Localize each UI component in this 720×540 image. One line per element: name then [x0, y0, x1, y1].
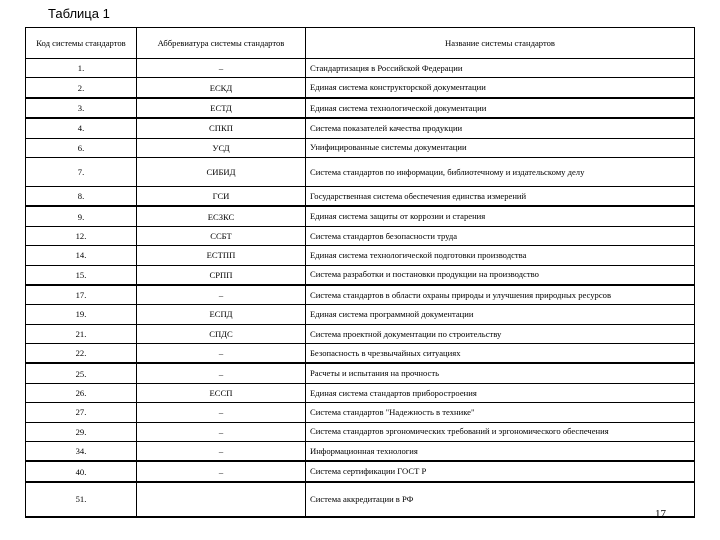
abbreviation-cell: ЕСТПП — [137, 246, 306, 265]
code-cell: 22. — [26, 344, 137, 364]
abbreviation-cell: – — [137, 422, 306, 441]
code-cell: 19. — [26, 305, 137, 324]
table-row — [26, 482, 695, 517]
table-row — [26, 324, 695, 343]
name-cell: Единая система конструкторской документации — [306, 78, 695, 98]
code-cell: 21. — [26, 324, 137, 343]
table-row — [26, 138, 695, 157]
table-row — [26, 344, 695, 364]
abbreviation-cell: – — [137, 461, 306, 481]
table-row — [26, 422, 695, 441]
code-cell: 15. — [26, 265, 137, 285]
abbreviation-cell: СПКП — [137, 118, 306, 138]
code-cell: 29. — [26, 422, 137, 441]
table-row — [26, 246, 695, 265]
abbreviation-cell: – — [137, 344, 306, 364]
name-cell: Расчеты и испытания на прочность — [306, 363, 695, 383]
table-row — [26, 98, 695, 118]
table-row — [26, 285, 695, 305]
code-cell: 27. — [26, 403, 137, 422]
code-cell: 40. — [26, 461, 137, 481]
table-row — [26, 206, 695, 226]
abbreviation-cell: УСД — [137, 138, 306, 157]
code-cell: 4. — [26, 118, 137, 138]
name-cell: Система стандартов в области охраны природы и улучшения природных ресурсов — [306, 285, 695, 305]
code-cell: 7. — [26, 157, 137, 186]
table-row — [26, 442, 695, 462]
code-cell: 2. — [26, 78, 137, 98]
name-cell: Государственная система обеспечения единства измерений — [306, 186, 695, 206]
table-row — [26, 403, 695, 422]
abbreviation-cell: ГСИ — [137, 186, 306, 206]
name-cell: Система стандартов по информации, библиотечному и издательскому делу — [306, 157, 695, 186]
abbreviation-cell: ЕСЗКС — [137, 206, 306, 226]
abbreviation-cell — [137, 482, 306, 517]
table-row — [26, 383, 695, 402]
abbreviation-cell: ЕСКД — [137, 78, 306, 98]
code-cell: 26. — [26, 383, 137, 402]
name-cell: Единая система технологической подготовки производства — [306, 246, 695, 265]
code-cell: 17. — [26, 285, 137, 305]
table-row — [26, 59, 695, 78]
name-cell: Унифицированные системы документации — [306, 138, 695, 157]
abbreviation-cell: ЕСПД — [137, 305, 306, 324]
abbreviation-cell: СПДС — [137, 324, 306, 343]
name-cell: Единая система защиты от коррозии и старения — [306, 206, 695, 226]
name-cell: Система сертификации ГОСТ Р — [306, 461, 695, 481]
code-cell: 34. — [26, 442, 137, 462]
name-cell: Система аккредитации в РФ — [306, 482, 695, 517]
name-cell: Система проектной документации по строительству — [306, 324, 695, 343]
name-cell: Единая система программной документации — [306, 305, 695, 324]
table-row — [26, 226, 695, 245]
table-row — [26, 186, 695, 206]
code-cell: 6. — [26, 138, 137, 157]
abbreviation-cell: СИБИД — [137, 157, 306, 186]
code-cell: 51. — [26, 482, 137, 517]
name-cell: Стандартизация в Российской Федерации — [306, 59, 695, 78]
abbreviation-cell: – — [137, 285, 306, 305]
table-row — [26, 305, 695, 324]
table-row — [26, 118, 695, 138]
abbreviation-cell: ССБТ — [137, 226, 306, 245]
abbreviation-cell: СРПП — [137, 265, 306, 285]
table-row — [26, 157, 695, 186]
header-name: Название системы стандартов — [306, 28, 695, 59]
abbreviation-cell: ЕСТД — [137, 98, 306, 118]
table-caption: Таблица 1 — [48, 6, 110, 21]
name-cell: Безопасность в чрезвычайных ситуациях — [306, 344, 695, 364]
table-row — [26, 78, 695, 98]
header-abbreviation: Аббревиатура системы стандартов — [137, 28, 306, 59]
name-cell: Система стандартов "Надежность в технике" — [306, 403, 695, 422]
code-cell: 9. — [26, 206, 137, 226]
abbreviation-cell: – — [137, 442, 306, 462]
name-cell: Система разработки и постановки продукции на производство — [306, 265, 695, 285]
name-cell: Система стандартов эргономических требований и эргономического обеспечения — [306, 422, 695, 441]
code-cell: 14. — [26, 246, 137, 265]
name-cell: Единая система стандартов приборостроения — [306, 383, 695, 402]
abbreviation-cell: – — [137, 363, 306, 383]
table-header-row — [26, 28, 695, 59]
header-code: Код системы стандартов — [26, 28, 137, 59]
abbreviation-cell: ЕССП — [137, 383, 306, 402]
name-cell: Единая система технологической документации — [306, 98, 695, 118]
abbreviation-cell: – — [137, 59, 306, 78]
code-cell: 1. — [26, 59, 137, 78]
name-cell: Система показателей качества продукции — [306, 118, 695, 138]
name-cell: Информационная технология — [306, 442, 695, 462]
code-cell: 12. — [26, 226, 137, 245]
table-row — [26, 461, 695, 481]
name-cell: Система стандартов безопасности труда — [306, 226, 695, 245]
table-row — [26, 363, 695, 383]
page-number: 17 — [655, 508, 666, 520]
code-cell: 3. — [26, 98, 137, 118]
code-cell: 8. — [26, 186, 137, 206]
code-cell: 25. — [26, 363, 137, 383]
table-row — [26, 265, 695, 285]
standards-table — [25, 27, 695, 518]
abbreviation-cell: – — [137, 403, 306, 422]
